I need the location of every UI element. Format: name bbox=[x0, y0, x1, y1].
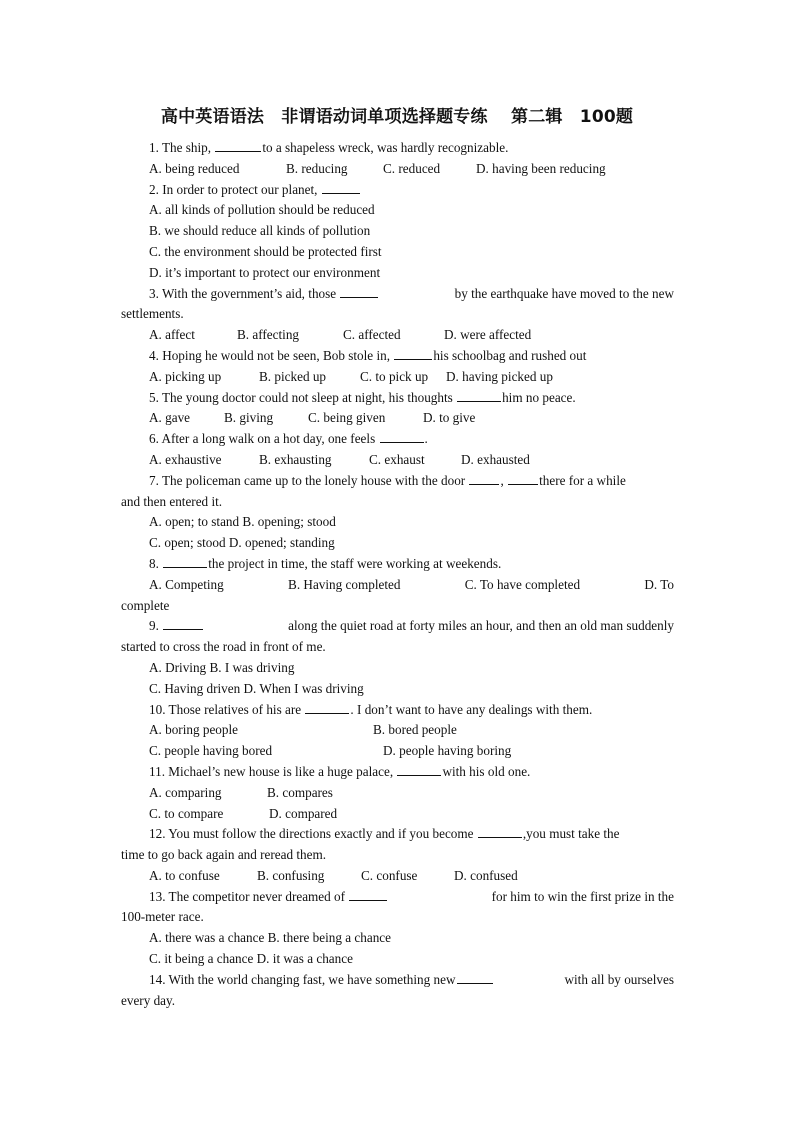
question-1-stem bbox=[121, 138, 674, 159]
q8-option-d: D. To bbox=[644, 576, 674, 592]
q12-option-c: C. confuse bbox=[361, 867, 418, 883]
q9-stem-continuation: started to cross the road in front of me. bbox=[121, 639, 326, 655]
q7-stem-continuation: and then entered it. bbox=[121, 493, 223, 509]
q5-option-d: D. to give bbox=[423, 410, 476, 426]
q10-stem-start: 10. Those relatives of his are bbox=[149, 701, 305, 717]
q12-stem-end: ,you must take the bbox=[522, 826, 620, 842]
q12-option-b: B. confusing bbox=[257, 867, 325, 883]
q13-stem-start-group bbox=[149, 887, 388, 908]
q7-stem-end: there for a while bbox=[539, 472, 626, 488]
q9-options-ab: A. Driving B. I was driving bbox=[149, 659, 295, 675]
q2-option-d: D. it’s important to protect our environment bbox=[149, 264, 381, 280]
answer-blank bbox=[457, 389, 501, 402]
q5-option-b: B. giving bbox=[224, 410, 274, 426]
question-6-options bbox=[121, 450, 674, 471]
q14-stem-end: with all by ourselves bbox=[564, 971, 674, 987]
question-5-options bbox=[121, 408, 674, 429]
question-10-stem bbox=[121, 700, 674, 721]
answer-blank bbox=[380, 430, 424, 443]
q3-stem-end: by the earthquake have moved to the new bbox=[454, 285, 674, 301]
q1-option-a: A. being reduced bbox=[149, 160, 240, 176]
q1-option-b: B. reducing bbox=[286, 160, 348, 176]
q4-option-c: C. to pick up bbox=[360, 368, 429, 384]
q5-option-a: A. gave bbox=[149, 410, 191, 426]
q11-option-c: C. to compare bbox=[149, 805, 224, 821]
question-2-stem bbox=[121, 180, 674, 201]
q3-option-d: D. were affected bbox=[444, 327, 532, 343]
q5-stem-start: 5. The young doctor could not sleep at night, his thoughts bbox=[149, 389, 457, 405]
q7-options-ab: A. open; to stand B. opening; stood bbox=[149, 514, 336, 530]
q3-stem-start-group bbox=[149, 284, 379, 305]
question-8-options bbox=[121, 575, 674, 596]
q6-stem-end: . bbox=[424, 431, 428, 447]
question-9-stem bbox=[121, 616, 674, 637]
q9-stem-start-group bbox=[149, 616, 204, 637]
q13-options-cd: C. it being a chance D. it was a chance bbox=[149, 951, 353, 967]
q4-option-d: D. having picked up bbox=[446, 368, 553, 384]
q9-stem-end: along the quiet road at forty miles an hour, and then an old man suddenly bbox=[288, 618, 674, 634]
q1-stem-start: 1. The ship, bbox=[149, 140, 215, 155]
answer-blank bbox=[340, 285, 378, 298]
question-3-options bbox=[121, 325, 674, 346]
answer-blank bbox=[508, 472, 538, 485]
answer-blank bbox=[322, 181, 360, 194]
q2-stem: 2. In order to protect our planet, bbox=[149, 181, 321, 197]
answer-blank bbox=[469, 472, 499, 485]
question-4-options bbox=[121, 367, 674, 388]
question-7-stem bbox=[121, 471, 674, 492]
q10-stem-end: . I don’t want to have any dealings with them. bbox=[350, 701, 593, 717]
q6-option-c: C. exhaust bbox=[369, 451, 425, 467]
answer-blank bbox=[305, 701, 349, 714]
question-11-stem bbox=[121, 762, 674, 783]
question-1-options bbox=[121, 159, 674, 180]
question-8-stem bbox=[121, 554, 674, 575]
q11-stem-start: 11. Michael’s new house is like a huge palace, bbox=[149, 763, 397, 779]
answer-blank bbox=[478, 825, 522, 838]
q7-options-cd: C. open; stood D. opened; standing bbox=[149, 535, 335, 551]
q12-stem-start: 12. You must follow the directions exactly and if you become bbox=[149, 826, 477, 842]
q4-stem-start: 4. Hoping he would not be seen, Bob stole in, bbox=[149, 347, 394, 363]
q4-stem-end: his schoolbag and rushed out bbox=[433, 347, 587, 363]
question-11-options-ab bbox=[121, 783, 674, 804]
question-14-stem bbox=[121, 970, 674, 991]
q10-option-a: A. boring people bbox=[149, 722, 238, 738]
answer-blank bbox=[394, 347, 432, 360]
question-11-options-cd bbox=[121, 804, 674, 825]
q3-stem-start: 3. With the government’s aid, those bbox=[149, 285, 340, 301]
q10-option-b: B. bored people bbox=[373, 722, 457, 738]
question-4-stem bbox=[121, 346, 674, 367]
question-10-options-cd bbox=[121, 741, 674, 762]
q3-option-b: B. affecting bbox=[237, 327, 300, 343]
question-13-stem bbox=[121, 887, 674, 908]
question-3-stem bbox=[121, 284, 674, 305]
question-10-options-ab bbox=[121, 720, 674, 741]
q4-option-b: B. picked up bbox=[259, 368, 327, 384]
page-title: 高中英语语法 非谓语动词单项选择题专练 第二辑 100题 bbox=[160, 107, 634, 127]
q11-option-d: D. compared bbox=[269, 805, 338, 821]
q14-stem-continuation: every day. bbox=[121, 992, 176, 1008]
answer-blank bbox=[457, 971, 493, 984]
q10-option-d: D. people having boring bbox=[383, 743, 512, 759]
q13-stem-continuation: 100-meter race. bbox=[121, 909, 204, 925]
q11-option-b: B. compares bbox=[267, 784, 333, 800]
q3-option-a: A. affect bbox=[149, 327, 195, 343]
question-list bbox=[121, 138, 674, 1011]
q7-stem-start: 7. The policeman came up to the lonely house with the door bbox=[149, 472, 469, 488]
answer-blank bbox=[215, 139, 261, 152]
q2-option-b: B. we should reduce all kinds of pollution bbox=[149, 223, 371, 239]
answer-blank bbox=[397, 763, 441, 776]
q3-option-c: C. affected bbox=[343, 327, 401, 343]
q11-stem-end: with his old one. bbox=[442, 763, 531, 779]
q3-stem-continuation: settlements. bbox=[121, 306, 184, 322]
answer-blank bbox=[163, 617, 203, 630]
question-12-stem bbox=[121, 824, 674, 845]
q5-option-c: C. being given bbox=[308, 410, 386, 426]
q9-number: 9. bbox=[149, 618, 163, 634]
q2-option-a: A. all kinds of pollution should be reduced bbox=[149, 202, 375, 218]
q7-stem-separator: , bbox=[500, 472, 508, 488]
q8-option-b: B. Having completed bbox=[288, 576, 401, 592]
q11-option-a: A. comparing bbox=[149, 784, 222, 800]
q8-option-c: C. To have completed bbox=[464, 576, 581, 592]
q14-stem-start-group bbox=[149, 970, 494, 991]
q4-option-a: A. picking up bbox=[149, 368, 222, 384]
q6-option-b: B. exhausting bbox=[259, 451, 332, 467]
q9-options-cd: C. Having driven D. When I was driving bbox=[149, 680, 364, 696]
q12-stem-continuation: time to go back again and reread them. bbox=[121, 847, 327, 863]
q6-option-a: A. exhaustive bbox=[149, 451, 222, 467]
q8-stem-end: the project in time, the staff were working at weekends. bbox=[208, 555, 502, 571]
q1-option-c: C. reduced bbox=[383, 160, 441, 176]
q8-number: 8. bbox=[149, 555, 163, 571]
q13-stem-start: 13. The competitor never dreamed of bbox=[149, 888, 349, 904]
q6-option-d: D. exhausted bbox=[461, 451, 530, 467]
answer-blank bbox=[163, 555, 207, 568]
q13-options-ab: A. there was a chance B. there being a chance bbox=[149, 930, 392, 946]
q13-stem-end: for him to win the first prize in the bbox=[491, 888, 674, 904]
question-5-stem bbox=[121, 388, 674, 409]
q2-option-c: C. the environment should be protected first bbox=[149, 243, 382, 259]
question-6-stem bbox=[121, 429, 674, 450]
q1-option-d: D. having been reducing bbox=[476, 160, 606, 176]
q12-option-d: D. confused bbox=[454, 867, 518, 883]
q8-option-d-continuation: complete bbox=[121, 597, 170, 613]
q10-option-c: C. people having bored bbox=[149, 743, 273, 759]
q6-stem-start: 6. After a long walk on a hot day, one feels bbox=[149, 431, 379, 447]
answer-blank bbox=[349, 888, 387, 901]
question-12-options bbox=[121, 866, 674, 887]
q1-stem-end: to a shapeless wreck, was hardly recognizable. bbox=[262, 140, 509, 155]
q5-stem-end: him no peace. bbox=[502, 389, 576, 405]
q12-option-a: A. to confuse bbox=[149, 867, 220, 883]
q14-stem-start: 14. With the world changing fast, we have something new bbox=[149, 971, 456, 987]
q8-option-a: A. Competing bbox=[149, 576, 224, 592]
